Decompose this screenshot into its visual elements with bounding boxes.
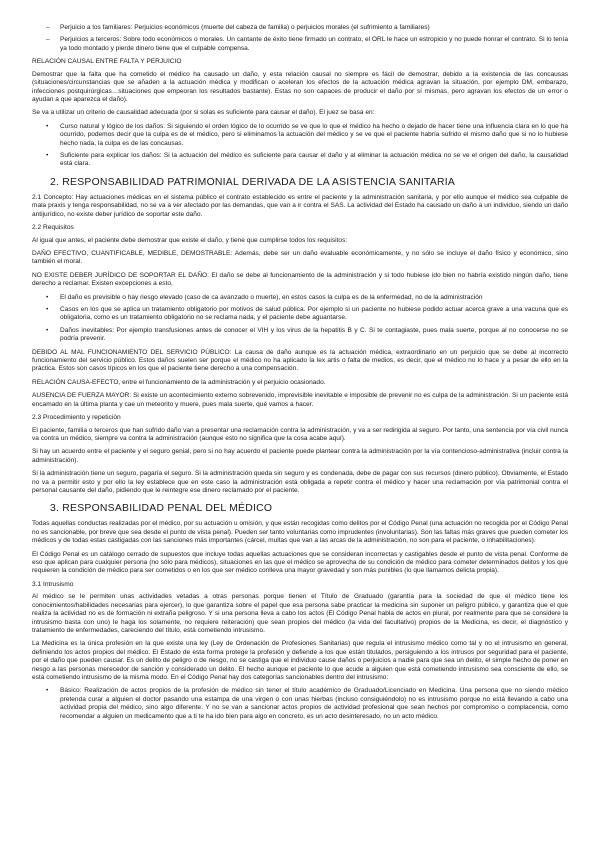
paragraph: Si la administración tiene un seguro, pagaría el seguro. Si la administración queda sin seguro y es condenada, debe de pagar con sus recursos (dinero público). Obviamente, el Estado no va a permitir esto y por ello la ley establece que en este caso la administración está obligada a repetir contra el médico y hacer una reclamación por vía patrimonial contra el personal causante del daño, pidiendo que le reintegre ese dinero reclamado por el paciente. xyxy=(32,470,568,494)
subsection-heading-intrusismo: 3.1 Intrusismo xyxy=(32,580,74,588)
top-dash-list xyxy=(32,24,568,53)
paragraph: Todas aquellas conductas realizadas por el médico, por su actuación u omisión, y que están recogidas como delitos por el Código Penal (una actuación no recogida por el Código Penal no es sancionable, por breve que sea desde el punto de vista penal). Pueden ser tanto voluntarias como imprudentes (involuntarias). Son las faltas más graves que pueden cometer los médicos y de todas estas castigadas con las sanciones más importantes (cárcel, multas que van a las arcas de la administración, no son para el paciente, o inhabilitaciones). xyxy=(32,520,568,545)
list-item xyxy=(32,24,568,32)
bullet-list xyxy=(32,294,568,344)
section-title-3: 3. RESPONSABILIDAD PENAL DEL MÉDICO xyxy=(50,503,273,515)
bullet-marker: • xyxy=(46,151,49,159)
list-item-text: Curso natural y lógico de los daños: Si siguiendo el orden lógico de lo ocurrido se ve que lo que el médico ha hecho o dejado de hacer tiene una influencia clara en lo que ha ocurrido, podemos decir que la culpa es de el médico, pero si eliminamos la actuación del médico y se ve que el paciente habría sufrido el mismo daño que si no lo hubiese hecho nada, la culpa es de las concausas. xyxy=(60,122,568,147)
subsection-heading-requisitos: 2.2 Requisitos xyxy=(32,224,74,231)
paragraph: El paciente, familia o terceros que han sufrido daño van a presentar una reclamación contra la administración, y va a ser redirigida al seguro. Por tanto, una sentencia por vía civil nunca va contra un médico, siempre va contra la administración (aunque esto no significa que la cosa acabe aquí). xyxy=(32,426,568,442)
list-item xyxy=(32,306,568,323)
list-item xyxy=(32,123,568,148)
list-item xyxy=(32,152,568,169)
list-item xyxy=(32,36,568,53)
paragraph: Demostrar que la falta que ha cometido el médico ha causado un daño, y esta relación causal no siempre es fácil de demostrar, debido a la existencia de las concausas (situaciones/circunstancias que se añaden a la actuación médica y modifican o aceleran los efectos de la actuación médica agravan la situación, por ejemplo DM, embarazo, infecciones postquirúrgicas…situaciones que empeoran los resultados bastante). Estas no son capaces de producir el daño por sí mismas, pero agravan los efectos de un error o ayudan a que aparezca el daño). xyxy=(32,70,568,103)
bullet-marker: • xyxy=(46,687,49,695)
dash-marker: – xyxy=(46,36,50,44)
bullet-marker: • xyxy=(46,122,49,130)
list-item xyxy=(32,327,568,344)
list-item-text: Perjuicios a terceros: Sobre todo económicos o morales. Un cantante de éxito tiene firmado un contrato, el ORL le hace un estropicio y no puede honrar el contrato. Si lo tenía ya todo montado y pierde dinero tiene que el culpable compensa. xyxy=(60,36,568,52)
paragraph: DEBIDO AL MAL FUNCIONAMIENTO DEL SERVICIO PÚBLICO: La causa de daño aunque es la actuación médica, extraordinario en un perjuicio que se debe al incorrecto funcionamiento del servicio público. Estos daños suelen ser porque el médico no ha aplicado la lex artis o falta de medios, es decir, que el médico no lo hace y a pesar de ello en la práctica. Estos son casos típicos en los que el paciente tiene derecho a una compensación. xyxy=(32,348,568,373)
list-item-text: Suficiente para explicar los daños: Si la actuación del médico es suficiente para causar el daño y al eliminar la actuación médica no se ve el origen del daño, la causalidad está clara. xyxy=(60,151,568,168)
bullet-marker: • xyxy=(46,305,49,313)
list-item-text: El daño es previsible o hay riesgo elevado (caso de ca avanzado o muerte), en estos casos la culpa es de la enfermedad, no de la administración xyxy=(60,293,483,301)
section-heading-causal: RELACIÓN CAUSAL ENTRE FALTA Y PERJUICIO xyxy=(32,58,182,66)
paragraph: 2.1 Concepto: Hay actuaciones médicas en el sistema público el contrato establecido es entre el paciente y la administración sanitaria, y por ello aunque el médico sea culpable de mala praxis y tenga responsabilidad, no se va a ver afectado por las demandas, que van a ir contra el SAS. La actividad del Estado ha causado un daño a un individuo, siendo un daño antijurídico, no existe deber jurídico de soportar este daño. xyxy=(32,193,568,218)
paragraph: Si hay un acuerdo entre el paciente y el seguro genial, pero si no hay acuerdo el paciente puede plantear contra la administración por la vía contencioso-administrativa (incluir contra la administración). xyxy=(32,448,568,464)
paragraph: Al médico se le permiten unas actividades vetadas a otras personas porque tienen el Título de Graduado (garantía para la sociedad de que el médico tiene los conocimientos/habilidades necesarias para ejercer), lo que garantiza sobre el papel que esa persona sabe practicar la medicina sin suponer un peligro público, y garantiza que el que realiza la actividad no es de formación ni extraña peligroso. Y si una persona lleva a cabo los actos (El Código Penal habla de actos en plural, por realmente para que se considere la intrusismo basta con uno) le haga los solamente, no requiere reiteración) que sean propios del médico (la vida del facultativo) propios de la Medicina, es decir, el diagnóstico y tratamiento de enfermedades, careciendo del título, está cometiendo intrusismo. xyxy=(32,593,568,634)
paragraph: El Código Penal es un catálogo cerrado de supuestos que incluye todas aquellas actuaciones que se consideran incorrectas y castigables desde el punto de vista penal. Conforme de eso que aplican para cualquier persona (no sólo para médicos), situaciones en las que el médico se aprovecha de su condición de médico para cometer determinados delitos y los que requieren la condición de médico para ser cometidos o en los que ser médico conlleva una mayor gravedad y son más punibles (lo que llamamos delicta propia). xyxy=(32,550,568,575)
paragraph: AUSENCIA DE FUERZA MAYOR: Si existe un acontecimiento externo sobrevenido, imprevisible inevitable e imposible de prevenir no es culpa de la administración. Si un paciente está encamado en la última planta y cae un meteorito y muere, pues mala suerte, qué vamos a hacer. xyxy=(32,392,568,408)
subsection-heading-procedimiento: 2.3 Procedimiento y repetición xyxy=(32,414,121,421)
list-item-text: Daños inevitables: Por ejemplo transfusiones antes de conocer el VIH y los virus de la hepatitis B y C. Si te contagiaste, pues mala suerte, porque al no conocerse no se podría prevenir. xyxy=(60,326,568,343)
section-title-2: 2. RESPONSABILIDAD PATRIMONIAL DERIVADA DE LA ASISTENCIA SANITARIA xyxy=(50,176,456,188)
bullet-list xyxy=(32,123,568,169)
paragraph: RELACIÓN CAUSA-EFECTO, entre el funcionamiento de la administración y el perjuicio ocasionado. xyxy=(32,378,326,386)
paragraph: Se va a utilizar un criterio de causalidad adecuada (por si solas es suficiente para causar el daño). El juez se basa en: xyxy=(32,109,375,117)
list-item-text: Básico: Realización de actos propios de la profesión de médico sin tener el título académico de Graduado/Licenciado en Medicina. Una persona que no siendo médico pretenda curar a alguien el doctor pasando una estampa de una virgen o con unas hierbas (incluso consiguiéndolo) no es intrusismo porque no está llevando a cabo una actividad propia del médico, sino algo diferente. Y no se van a sancionar actos propios de actividad profesional que sean hechos por compromiso o complacencia, como recomendar a alguien un medicamento que a ti te ha ido bien para algo en concreto, es un acto desinteresado, no un acto médico. xyxy=(60,687,568,720)
dash-marker: – xyxy=(46,24,50,31)
bullet-marker: • xyxy=(46,293,49,301)
list-item xyxy=(32,294,568,302)
list-item xyxy=(32,687,568,721)
list-item-text: Perjuicio a los familiares: Perjuicios económicos (muerte del cabeza de familia) o perjuicios morales (el sufrimiento a familiares) xyxy=(60,24,430,31)
bullet-list xyxy=(32,687,568,721)
paragraph: NO EXISTE DEBER JURÍDICO DE SOPORTAR EL DAÑO: El daño se debe al funcionamiento de la administración y si todo hubiese ido bien no habría existido ningún daño, tiene derecho a reclamar. Existen excepciones a esto, xyxy=(32,271,568,288)
paragraph: La Medicina es la única profesión en la que existe una ley (Ley de Ordenación de Profesiones Sanitarias) que regula el intrusismo médico como tal y no el intrusismo en general, definiendo los actos propios del médico. El Estado de esta forma protege la profesión y defiende a los que están titulados, persiguiendo a los intrusos por seguridad para el paciente, por el daño que pueden causar. Es un delito de peligro o de riesgo, no se castiga que el individuo cause daños o perjuicios a nadie para que sea un delito, el simple hecho de poner en riesgo a las personas merecedor de sanción y considerado un delito. El hecho aunque el paciente lo que acude a alguien que está cometiendo intrusismo sea consciente de ello, se está cometiendo intrusismo de la misma modo. En el Código Penal hay dos categorías sancionables dentro del intrusismo: xyxy=(32,640,568,681)
bullet-marker: • xyxy=(46,326,49,334)
paragraph: Al igual que antes, el paciente debe demostrar que existe el daño, y tiene que cumplirse todos los requisitos: xyxy=(32,236,348,244)
list-item-text: Casos en los que se aplica un tratamiento obligatorio por motivos de salud pública. Por ejemplo si un paciente no hubiese podido actuar acerca grave a una vacuna que es obligatoria, como es un tratamiento obligatorio no se reclama nada, y el paciente debe aguantarse. xyxy=(60,305,568,322)
paragraph: DAÑO EFECTIVO, CUANTIFICABLE, MEDIBLE, DEMOSTRABLE: Además, debe ser un daño evaluable económicamente, y no sólo se incluye el daño físico y económico, sino también el moral. xyxy=(32,249,568,266)
